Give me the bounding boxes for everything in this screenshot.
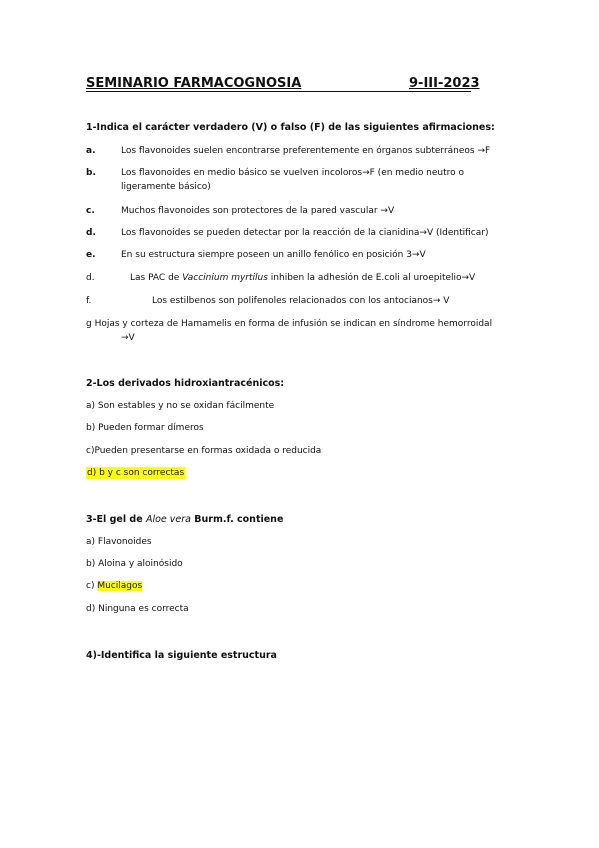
document-date: 9-III-2023 [409, 76, 480, 91]
q1-item-b-text: Los flavonoides en medio básico se vuelven incoloros→F (en medio neutro o [121, 168, 465, 178]
q2-option-b: b) Pueden formar dímeros [86, 423, 204, 433]
document-title: SEMINARIO FARMACOGNOSIA [86, 76, 302, 91]
q1-item-f-text: Los estilbenos son polifenoles relacionados con los antocianos→ V [152, 296, 450, 306]
q1-item-a-marker: a. [86, 146, 96, 156]
q2-option-d-highlighted: d) b y c son correctas [87, 468, 185, 478]
q3-option-b-prefix: b) [86, 559, 99, 569]
q1-item-e-marker: e. [86, 250, 96, 260]
q1-item-f-marker: f. [86, 296, 92, 306]
q1-item-b-text-cont: ligeramente básico) [121, 182, 211, 192]
q1-item-d-marker: d. [86, 228, 96, 238]
q1-item-b-marker: b. [86, 168, 96, 178]
q3-option-a-prefix: a) [86, 537, 98, 547]
q3-option-c-prefix: c) [86, 581, 98, 591]
q3-heading [86, 514, 283, 525]
q1-item-d2-marker: d. [86, 273, 95, 283]
q1-item-d2-species: Vaccinium myrtilus [182, 273, 268, 283]
q1-item-c-text: Muchos flavonoides son protectores de la pared vascular →V [121, 206, 395, 216]
q2-option-a: a) Son estables y no se oxidan fácilmente [86, 401, 275, 411]
q3-option-d-prefix: d) [86, 604, 99, 614]
q1-item-c-marker: c. [86, 206, 95, 216]
title-underline [86, 91, 471, 92]
q3-option-b-text: Aloina y aloinósido [98, 559, 183, 569]
q1-item-e-text: En su estructura siempre poseen un anillo fenólico en posición 3→V [121, 250, 426, 260]
q1-item-g-text-cont: →V [121, 333, 135, 343]
q3-option-a [86, 537, 152, 547]
q3-option-b [86, 559, 183, 569]
q3-option-d-text: Ninguna es correcta [98, 604, 189, 614]
q1-item-d2-text [130, 273, 475, 283]
q3-option-d [86, 604, 189, 614]
q1-item-d-text: Los flavonoides se pueden detectar por la reacción de la cianidina→V (Identificar) [121, 228, 489, 238]
q2-option-c: c)Pueden presentarse en formas oxidada o reducida [86, 446, 322, 456]
q3-heading-species: Aloe vera [145, 514, 191, 525]
q3-option-c [86, 581, 142, 591]
q3-heading-post: Burm.f. contiene [190, 514, 284, 525]
q1-heading: 1-Indica el carácter verdadero (V) o falso (F) de las siguientes afirmaciones: [86, 122, 495, 133]
q4-heading: 4)-Identifica la siguiente estructura [86, 650, 277, 661]
q1-item-a-text: Los flavonoides suelen encontrarse preferentemente en órganos subterráneos →F [121, 146, 491, 156]
q3-option-a-text: Flavonoides [97, 537, 152, 547]
q2-heading: 2-Los derivados hidroxiantracénicos: [86, 378, 285, 389]
q1-item-d2-text-post: inhiben la adhesión de E.coli al uroepitelio→V [267, 273, 476, 283]
q3-option-c-text-highlighted: Mucilagos [97, 581, 143, 591]
q3-heading-pre: 3-El gel de [86, 514, 146, 525]
q1-item-d2-text-pre: Las PAC de [130, 273, 183, 283]
q1-item-g-text: g Hojas y corteza de Hamamelis en forma de infusión se indican en síndrome hemorroidal [86, 319, 493, 329]
